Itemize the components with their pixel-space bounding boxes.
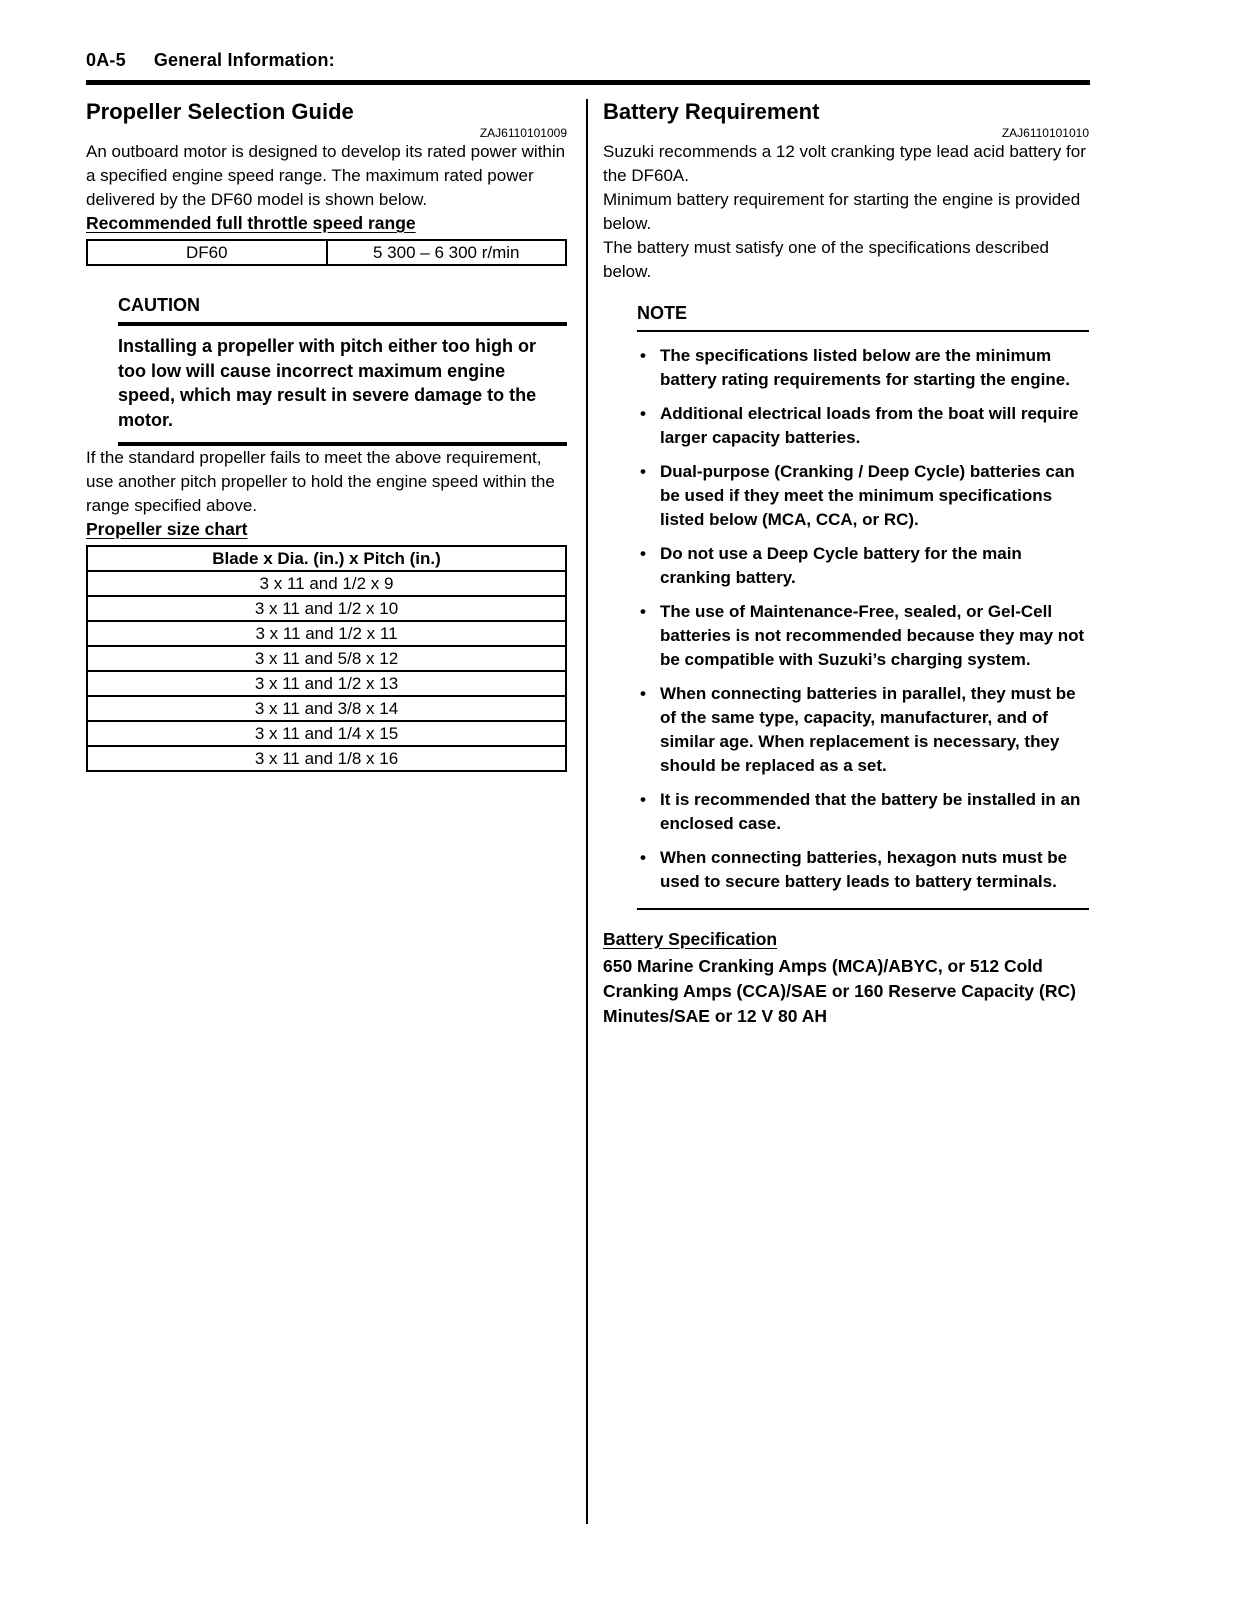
figure-code-left: ZAJ6110101009	[479, 126, 567, 140]
page-title: General Information:	[153, 50, 335, 70]
column-divider	[586, 99, 588, 1524]
propeller-section-title: Propeller Selection Guide	[86, 99, 354, 124]
left-column	[86, 99, 567, 1524]
size-chart-heading: Propeller size chart	[86, 519, 248, 539]
size-cell: 3 x 11 and 1/8 x 16	[87, 746, 566, 771]
note-item: • When connecting batteries, hexagon nuts must be used to secure battery leads to battery terminals.	[637, 846, 1089, 894]
note-item: • When connecting batteries in parallel, they must be of the same type, capacity, manufacturer, and of similar age. When replacement is necessary, they should be replaced as a set.	[637, 682, 1089, 778]
note-item: • The use of Maintenance-Free, sealed, or Gel-Cell batteries is not recommended because they may not be compatible with Suzuki’s charging system.	[637, 600, 1089, 672]
propeller-intro-paragraph: An outboard motor is designed to develop its rated power within a specified engine speed range. The maximum rated power delivered by the DF60 model is shown below.	[86, 142, 566, 209]
caution-text: Installing a propeller with pitch either too high or too low will cause incorrect maximum engine speed, which may result in severe damage to the motor.	[118, 336, 537, 430]
table-row	[87, 746, 566, 771]
note-item: • Do not use a Deep Cycle battery for the main cranking battery.	[637, 542, 1089, 590]
note-item: • It is recommended that the battery be installed in an enclosed case.	[637, 788, 1089, 836]
throttle-range-heading: Recommended full throttle speed range	[86, 213, 416, 233]
size-cell: 3 x 11 and 5/8 x 12	[87, 646, 566, 671]
throttle-speed-table	[86, 239, 567, 266]
size-cell: 3 x 11 and 1/2 x 11	[87, 621, 566, 646]
range-cell: 5 300 – 6 300 r/min	[327, 240, 567, 265]
caution-rule-top	[118, 322, 567, 326]
note-list	[637, 344, 1089, 894]
table-row	[87, 646, 566, 671]
battery-paragraph: Minimum battery requirement for starting the engine is provided below.	[603, 190, 1081, 233]
battery-paragraph: Suzuki recommends a 12 volt cranking type lead acid battery for the DF60A.	[603, 142, 1086, 185]
table-row	[87, 671, 566, 696]
caution-label: CAUTION	[118, 295, 200, 315]
table-row	[87, 596, 566, 621]
size-cell: 3 x 11 and 1/2 x 13	[87, 671, 566, 696]
table-row	[87, 571, 566, 596]
section-number: 0A-5	[86, 50, 126, 70]
model-cell: DF60	[87, 240, 327, 265]
note-rule-bottom	[637, 908, 1089, 910]
battery-spec-heading: Battery Specification	[603, 929, 778, 949]
size-cell: 3 x 11 and 3/8 x 14	[87, 696, 566, 721]
battery-section-title: Battery Requirement	[603, 99, 820, 124]
size-cell: 3 x 11 and 1/2 x 10	[87, 596, 566, 621]
page-header	[86, 50, 1090, 71]
battery-spec-text: 650 Marine Cranking Amps (MCA)/ABYC, or 512 Cold Cranking Amps (CCA)/SAE or 160 Reserve Capacity (RC) Minutes/SAE or 12 V 80 AH	[603, 956, 1076, 1026]
note-box	[637, 302, 1089, 910]
table-row	[87, 240, 566, 265]
propeller-size-table	[86, 545, 567, 772]
header-rule	[86, 80, 1090, 85]
table-row	[87, 696, 566, 721]
right-column	[603, 99, 1089, 1524]
caution-box	[118, 294, 567, 446]
size-cell: 3 x 11 and 1/2 x 9	[87, 571, 566, 596]
size-cell: 3 x 11 and 1/4 x 15	[87, 721, 566, 746]
battery-spec-block	[603, 928, 1089, 1029]
note-item: • The specifications listed below are the minimum battery rating requirements for starting the engine.	[637, 344, 1089, 392]
two-column-layout	[86, 99, 1090, 1524]
note-rule-top	[637, 330, 1089, 332]
propeller-followup-paragraph: If the standard propeller fails to meet the above requirement, use another pitch propeller to hold the engine speed within the range specified above.	[86, 448, 555, 515]
table-row	[87, 621, 566, 646]
size-table-header: Blade x Dia. (in.) x Pitch (in.)	[87, 546, 566, 571]
note-item: • Dual-purpose (Cranking / Deep Cycle) batteries can be used if they meet the minimum specifications listed below (MCA, CCA, or RC).	[637, 460, 1089, 532]
table-row	[87, 721, 566, 746]
battery-paragraph: The battery must satisfy one of the specifications described below.	[603, 238, 1050, 281]
note-label: NOTE	[637, 303, 688, 323]
figure-code-right: ZAJ6110101010	[1001, 126, 1089, 140]
table-header-row	[87, 546, 566, 571]
note-item: • Additional electrical loads from the boat will require larger capacity batteries.	[637, 402, 1089, 450]
